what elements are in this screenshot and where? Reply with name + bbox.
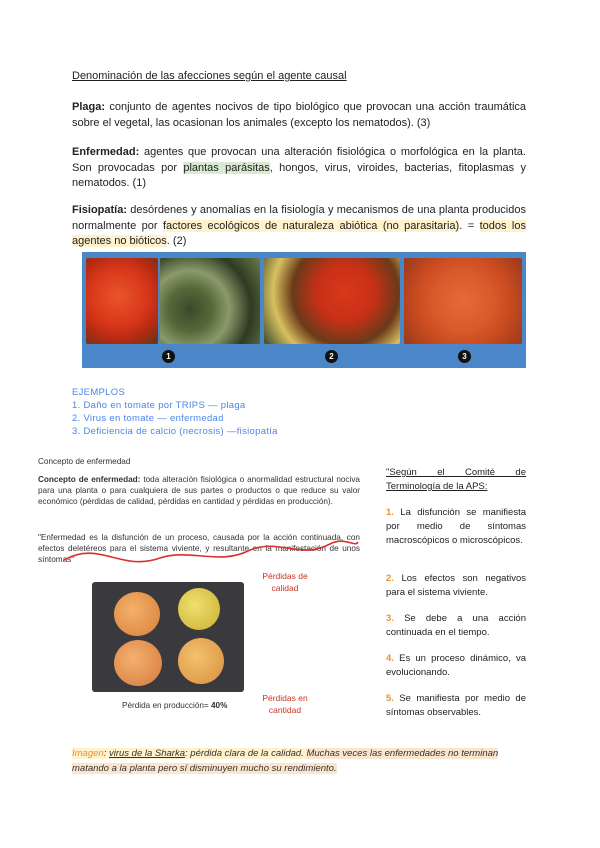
tomato-thrips-photo: [86, 258, 158, 344]
concepto-heading: Concepto de enfermedad: [38, 457, 131, 466]
concepto-quote: "Enfermedad es la disfunción de un proceso, causada por la acción continuada, con efectos deletéreos para el sistema viviente, y resultante en la manifestación de unos síntomas": [38, 533, 360, 565]
enfermedad-text-2: , hongos, virus, viroides, bacterias, fitoplasmas y nematodos. (1): [72, 161, 526, 189]
aps-item-text: Se debe a una acción continuada en el tiempo.: [386, 613, 526, 638]
highlight-agentes-no-bioticos: todos los agentes no bióticos: [72, 219, 526, 247]
concepto-term: Concepto de enfermedad:: [38, 475, 141, 484]
highlight-factores-abioticos: factores ecológicos de naturaleza abiótica (no parasitaria): [162, 219, 460, 232]
tomato-calcium-deficiency-photo: [264, 258, 400, 344]
tomato-virus-plant-photo: [160, 258, 260, 344]
photo-number-2: 2: [325, 350, 338, 363]
plaga-definition: [72, 100, 526, 131]
sharka-link[interactable]: virus de la Sharka: [108, 748, 186, 759]
aps-item-number: 4.: [386, 653, 394, 664]
imagen-colon: :: [103, 748, 109, 759]
ejemplos-heading: EJEMPLOS: [72, 387, 126, 398]
aps-item: [386, 692, 526, 720]
photo-number-3: 3: [458, 350, 471, 363]
fisiopatia-text-1: desórdenes y anomalías en la fisiología y mecanismos de una planta producidos normalmente por: [72, 204, 526, 232]
concepto-definition: [38, 474, 360, 508]
imagen-text-2: Muchas veces las enfermedades no terminan matando a la planta pero sí disminuyen mucho su rendimiento.: [72, 748, 499, 774]
aps-item: [386, 572, 526, 600]
page-title: Denominación de las afecciones según el agente causal: [72, 70, 347, 82]
perdidas-cantidad-label: Pérdidas en cantidad: [262, 693, 308, 715]
aps-item: [386, 612, 526, 640]
perdida-produccion: [122, 700, 262, 711]
aps-item-number: 2.: [386, 573, 394, 584]
fisiopatia-text-3: . (2): [166, 235, 187, 247]
aps-item-text: Se manifiesta por medio de síntomas observables.: [386, 693, 526, 718]
plaga-text: conjunto de agentes nocivos de tipo biológico que provocan una acción traumática sobre el vegetal, las ocasionan los animales (excepto los nematodos). (3): [72, 101, 526, 129]
fisiopatia-term: Fisiopatía:: [72, 204, 128, 216]
photo-number-1: 1: [162, 350, 175, 363]
aps-item-text: Es un proceso dinámico, va evolucionando.: [386, 653, 526, 678]
imagen-text-1: : pérdida clara de la calidad.: [185, 748, 307, 759]
produccion-label: Pérdida en producción=: [122, 701, 211, 710]
imagen-note: [72, 746, 528, 776]
aps-item: [386, 506, 526, 548]
red-scribble-annotation: [60, 530, 360, 575]
tomato-close-up-photo: [404, 258, 522, 344]
ejemplo-item: 3. Deficiencia de calcio (necrosis) —fisiopatía: [72, 426, 278, 437]
aps-item-number: 5.: [386, 693, 394, 704]
ejemplos-list: [72, 386, 278, 438]
tomato-photo-strip: [82, 252, 526, 368]
aps-item-text: Los efectos son negativos para el sistema viviente.: [386, 573, 526, 598]
plaga-term: Plaga:: [72, 101, 106, 113]
enfermedad-term: Enfermedad:: [72, 146, 140, 158]
fisiopatia-text-2: . =: [459, 219, 480, 232]
aps-item-text: La disfunción se manifiesta por medio de síntomas macroscópicos o microscópicos.: [386, 507, 526, 546]
aps-item: [386, 652, 526, 680]
perdidas-calidad-label: Pérdidas de calidad: [262, 571, 308, 593]
sharka-fruit-photo: [92, 582, 244, 692]
ejemplo-item: 2. Virus en tomate — enfermedad: [72, 413, 224, 424]
produccion-value: 40%: [211, 701, 228, 710]
fisiopatia-definition: [72, 203, 526, 250]
aps-heading: "Según el Comité de Terminología de la APS:: [386, 467, 526, 492]
enfermedad-text-1: agentes que provocan una alteración fisiológica o morfológica en la planta. Son provocadas por: [72, 146, 526, 174]
imagen-label: Imagen: [72, 748, 104, 759]
enfermedad-definition: [72, 145, 526, 192]
highlight-plantas-parasitas: plantas parásitas: [183, 161, 270, 174]
concepto-text: toda alteración fisiológica o anormalidad estructural nociva para una planta o para cualquiera de sus partes o productos o que reduce su valor económico (pérdidas de calidad, pérdidas en cantidad y pérdidas en producción).: [38, 475, 360, 507]
ejemplo-item: 1. Daño en tomate por TRIPS — plaga: [72, 400, 246, 411]
aps-item-number: 1.: [386, 507, 394, 518]
aps-item-number: 3.: [386, 613, 394, 624]
